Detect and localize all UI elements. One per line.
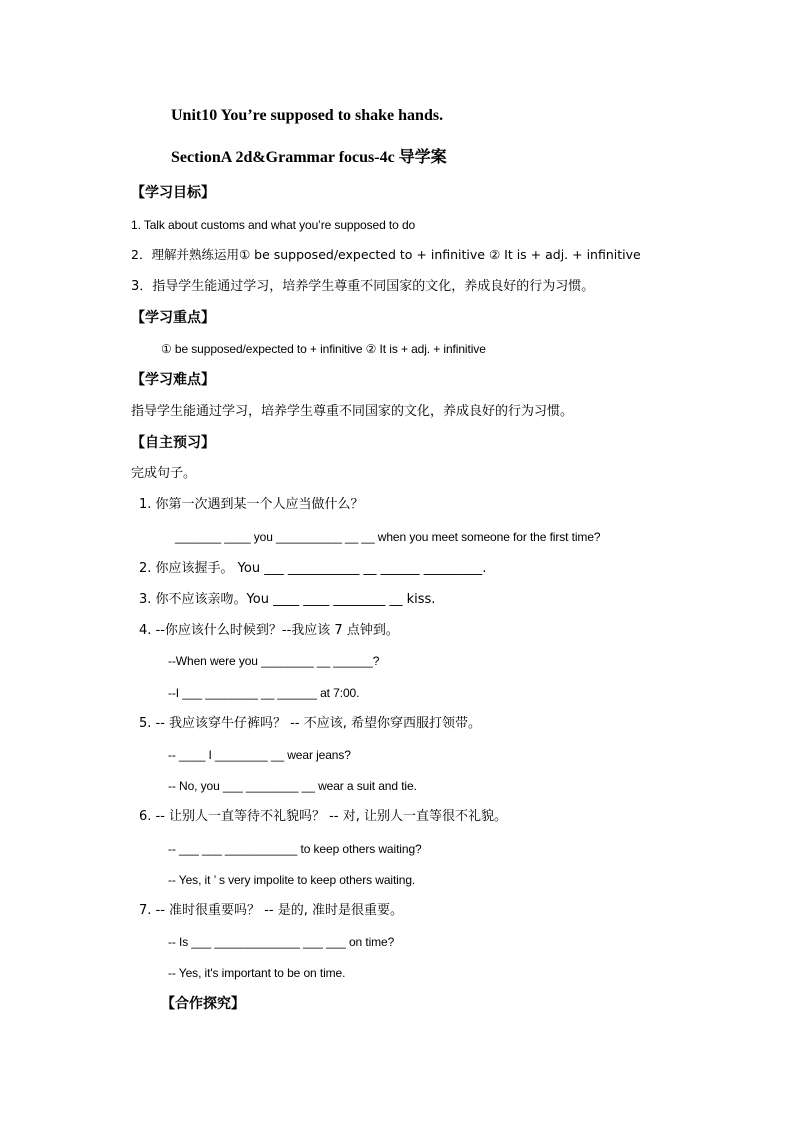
preview-instruction: 完成句子。 xyxy=(131,466,197,481)
preview-line: -- ____ I ________ __ wear jeans? xyxy=(168,748,351,762)
objective-item-2: 2．理解并熟练运用① be supposed/expected to + infinitive ② It is + adj. + infinitive xyxy=(131,247,641,262)
preview-line: 7. -- 准时很重要吗？ -- 是的, 准时是很重要。 xyxy=(139,903,403,918)
preview-line: 4. --你应该什么时候到？--我应该 7 点钟到。 xyxy=(139,623,399,638)
page-title: Unit10 You’re supposed to shake hands. xyxy=(171,107,444,124)
difficult-points-text: 指导学生能通过学习，培养学生尊重不同国家的文化，养成良好的行为习惯。 xyxy=(131,404,574,419)
preview-line: 6. -- 让别人一直等待不礼貌吗？ -- 对, 让别人一直等很不礼貌。 xyxy=(139,809,507,824)
preview-line: -- Yes, it ’ s very impolite to keep others waiting. xyxy=(168,873,416,887)
preview-line: _______ ____ you __________ __ __ when you meet someone for the first time? xyxy=(175,530,601,544)
preview-line: 5. -- 我应该穿牛仔裤吗？ -- 不应该, 希望你穿西服打领带。 xyxy=(139,716,481,731)
preview-line: 2. 你应该握手。 You ___ ___________ __ ______ _________. xyxy=(139,561,487,576)
page-subtitle: SectionA 2d&Grammar focus-4c 导学案 xyxy=(171,149,447,166)
preview-line: --When were you ________ __ ______? xyxy=(168,654,380,668)
preview-line: 3. 你不应该亲吻。You ____ ____ ________ __ kiss. xyxy=(139,592,436,607)
cooperation-heading: 【合作探究】 xyxy=(161,996,245,1012)
difficult-points-heading: 【学习难点】 xyxy=(131,372,215,388)
preview-line: 1. 你第一次遇到某一个人应当做什么？ xyxy=(139,497,364,512)
objectives-heading: 【学习目标】 xyxy=(131,185,215,201)
preview-line: -- Is ___ _____________ ___ ___ on time? xyxy=(168,935,395,949)
preview-line: --I ___ ________ __ ______ at 7:00. xyxy=(168,686,360,700)
preview-line: -- ___ ___ ___________ to keep others waiting? xyxy=(168,842,422,856)
objective-item-3: 3．指导学生能通过学习，培养学生尊重不同国家的文化，养成良好的行为习惯。 xyxy=(131,279,595,294)
preview-line: -- No, you ___ ________ __ wear a suit and tie. xyxy=(168,779,417,793)
objective-item-1: 1. Talk about customs and what you’re supposed to do xyxy=(131,218,416,232)
key-points-heading: 【学习重点】 xyxy=(131,310,215,326)
preview-line: -- Yes, it's important to be on time. xyxy=(168,966,346,980)
preview-heading: 【自主预习】 xyxy=(131,435,215,451)
key-points-text: ① be supposed/expected to + infinitive ② It is + adj. + infinitive xyxy=(161,342,486,356)
